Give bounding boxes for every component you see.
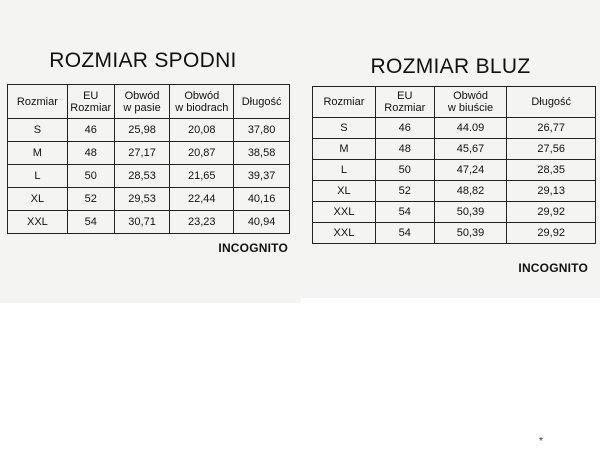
table-cell: S [8, 119, 68, 142]
table-cell: 45,67 [434, 139, 507, 160]
table-row [8, 188, 290, 211]
table-cell: 20,87 [170, 142, 234, 165]
table-cell: 27,17 [114, 142, 170, 165]
table-cell: 40,94 [234, 211, 290, 234]
table-cell: 29,92 [507, 223, 596, 244]
column-header: Obwód w biodrach [170, 85, 234, 119]
table-cell: M [8, 142, 68, 165]
pants-size-chart [0, 0, 301, 303]
table-cell: 54 [67, 211, 114, 234]
table-row [8, 211, 290, 234]
column-header: Rozmiar [8, 85, 68, 119]
column-header: Długość [507, 87, 596, 118]
column-header: Rozmiar [313, 87, 376, 118]
table-row [313, 223, 596, 244]
column-header: Długość [234, 85, 290, 119]
blouse-size-table [312, 86, 596, 244]
table-cell: 46 [375, 118, 434, 139]
table-cell: 29,92 [507, 202, 596, 223]
table-cell: 47,24 [434, 160, 507, 181]
table-cell: M [313, 139, 376, 160]
table-cell: S [313, 118, 376, 139]
table-row [313, 160, 596, 181]
table-row [8, 119, 290, 142]
table-cell: XL [8, 188, 68, 211]
table-cell: 28,35 [507, 160, 596, 181]
table-cell: 54 [375, 223, 434, 244]
table-cell: 23,23 [170, 211, 234, 234]
table-cell: 30,71 [114, 211, 170, 234]
table-cell: 48 [375, 139, 434, 160]
table-cell: 20,08 [170, 119, 234, 142]
table-row [8, 165, 290, 188]
column-header: EU Rozmiar [67, 85, 114, 119]
header-row [313, 87, 596, 118]
table-row [313, 118, 596, 139]
table-cell: 21,65 [170, 165, 234, 188]
pants-brand-label: INCOGNITO [218, 241, 288, 255]
column-header: Obwód w pasie [114, 85, 170, 119]
pants-size-table [7, 84, 290, 234]
table-row [313, 181, 596, 202]
table-cell: 22,44 [170, 188, 234, 211]
table-cell: 50,39 [434, 202, 507, 223]
table-cell: L [8, 165, 68, 188]
table-cell: XL [313, 181, 376, 202]
footnote-asterisk: * [539, 436, 543, 447]
table-cell: XXL [313, 202, 376, 223]
table-row [313, 202, 596, 223]
table-cell: 50,39 [434, 223, 507, 244]
table-cell: 39,37 [234, 165, 290, 188]
table-cell: 29,53 [114, 188, 170, 211]
table-cell: 44.09 [434, 118, 507, 139]
table-cell: 54 [375, 202, 434, 223]
table-row [8, 142, 290, 165]
table-cell: 28,53 [114, 165, 170, 188]
pants-chart-title: ROZMIAR SPODNI [49, 49, 237, 72]
table-cell: XXL [313, 223, 376, 244]
table-cell: 52 [67, 188, 114, 211]
header-row [8, 85, 290, 119]
table-cell: 48 [67, 142, 114, 165]
table-cell: 26,77 [507, 118, 596, 139]
table-cell: 38,58 [234, 142, 290, 165]
table-cell: L [313, 160, 376, 181]
table-cell: 40,16 [234, 188, 290, 211]
table-cell: 50 [67, 165, 114, 188]
table-cell: 52 [375, 181, 434, 202]
table-cell: 37,80 [234, 119, 290, 142]
table-cell: 27,56 [507, 139, 596, 160]
blouse-brand-label: INCOGNITO [518, 261, 588, 275]
table-cell: XXL [8, 211, 68, 234]
table-cell: 25,98 [114, 119, 170, 142]
table-cell: 48,82 [434, 181, 507, 202]
column-header: Obwód w biuście [434, 87, 507, 118]
table-cell: 50 [375, 160, 434, 181]
table-row [313, 139, 596, 160]
blouse-size-chart [301, 0, 600, 298]
blouse-chart-title: ROZMIAR BLUZ [370, 55, 531, 78]
table-cell: 29,13 [507, 181, 596, 202]
column-header: EU Rozmiar [375, 87, 434, 118]
table-cell: 46 [67, 119, 114, 142]
